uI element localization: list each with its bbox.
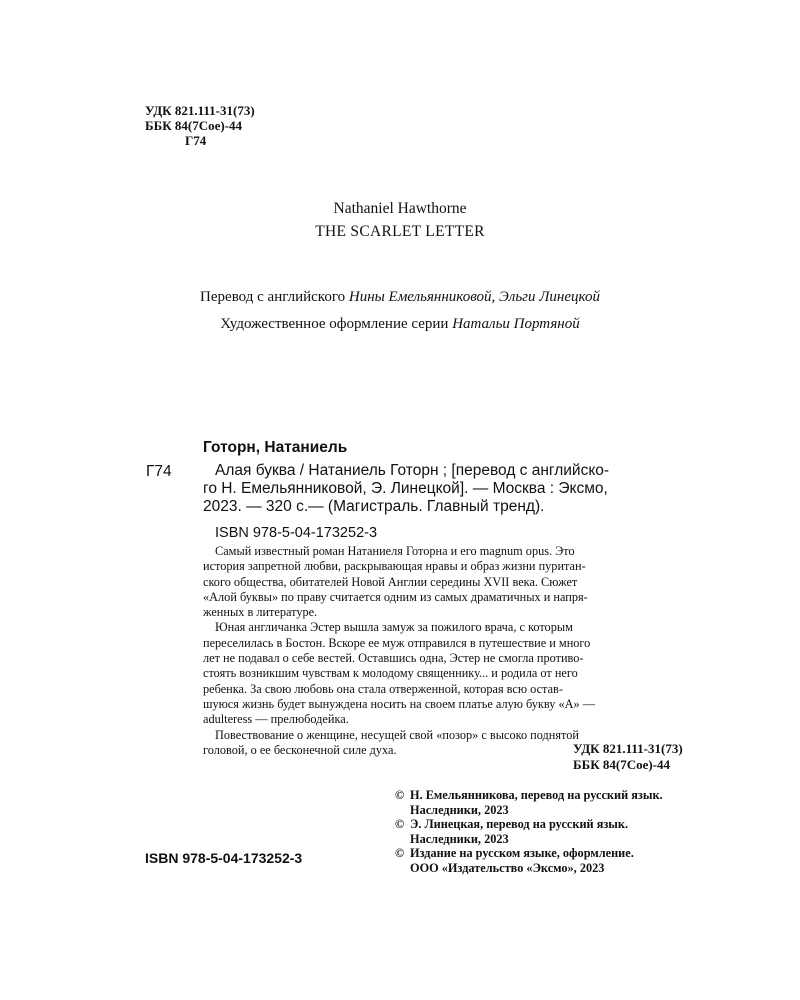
isbn-bottom: ISBN 978-5-04-173252-3 bbox=[145, 850, 303, 866]
catalog-code: Г74 bbox=[146, 463, 172, 480]
annotation-line: переселилась в Бостон. Вскоре ее муж отправился в путешествие и много bbox=[203, 635, 591, 650]
copyright-line: Э. Линецкая, перевод на русский язык. bbox=[410, 817, 629, 832]
annotation-line: ребенка. За свою любовь она стала отверженной, которая всю остав- bbox=[203, 681, 563, 696]
copyright-notice bbox=[395, 788, 663, 817]
bbk-code: ББК 84(7Сое)-44 bbox=[145, 118, 243, 133]
annotation-line: Повествование о женщине, несущей свой «позор» с высоко поднятой bbox=[215, 727, 579, 742]
copyright-line: Издание на русском языке, оформление. bbox=[410, 846, 634, 861]
classification-codes bbox=[145, 103, 255, 148]
catalog-entry bbox=[203, 462, 713, 516]
catalog-author-heading: Готорн, Натаниель bbox=[203, 439, 348, 456]
copyright-line: Наследники, 2023 bbox=[410, 802, 509, 817]
copyright-symbol: © bbox=[395, 788, 405, 802]
annotation-line: стоять возникшим чувствам к молодому священнику... и родила от него bbox=[203, 666, 578, 681]
translators: Нины Емельянниковой, Эльги Линецкой bbox=[348, 289, 600, 305]
design-prefix: Художественное оформление серии bbox=[220, 316, 453, 332]
annotation-line: ского общества, обитателей Новой Англии середины XVII века. Сюжет bbox=[203, 574, 578, 589]
annotation-line: Самый известный роман Натаниеля Готорна и его magnum opus. Это bbox=[215, 544, 575, 558]
annotation-line: шуюся жизнь будет вынуждена носить на своем платье алую букву «А» — bbox=[203, 696, 596, 711]
copyright-line: Наследники, 2023 bbox=[410, 831, 509, 846]
designer: Натальи Портяной bbox=[452, 316, 580, 332]
classification-codes-repeat bbox=[573, 741, 683, 773]
annotation bbox=[203, 544, 715, 758]
copyright-notice bbox=[395, 846, 663, 875]
annotation-line: женных в литературе. bbox=[203, 605, 318, 620]
bbk-code-repeat: ББК 84(7Сое)-44 bbox=[573, 757, 671, 772]
annotation-line: лет не подавал о себе вестей. Оставшись одна, Эстер не смогла противо- bbox=[203, 651, 584, 666]
original-title: THE SCARLET LETTER bbox=[315, 223, 485, 240]
catalog-entry-line: го Н. Емельянниковой, Э. Линецкой]. — Москва : Эксмо, bbox=[203, 480, 608, 497]
copyright-line: Н. Емельянникова, перевод на русский язык. bbox=[410, 788, 663, 802]
translation-prefix: Перевод с английского bbox=[200, 289, 349, 305]
translation-credit bbox=[0, 289, 800, 306]
copyright-notices bbox=[395, 788, 663, 876]
annotation-line: Юная англичанка Эстер вышла замуж за пожилого врача, с которым bbox=[215, 620, 573, 635]
annotation-line: история запретной любви, раскрывающая нравы и образ жизни пуритан- bbox=[203, 559, 586, 574]
annotation-line: «Алой буквы» по праву считается одним из самых драматичных и напря- bbox=[203, 589, 588, 604]
design-credit bbox=[0, 316, 800, 333]
annotation-line: головой, о ее бесконечной силе духа. bbox=[203, 742, 397, 757]
original-author: Nathaniel Hawthorne bbox=[333, 200, 467, 217]
copyright-symbol: © bbox=[395, 846, 405, 861]
annotation-line: adulteress — прелюбодейка. bbox=[203, 712, 349, 727]
catalog-isbn: ISBN 978-5-04-173252-3 bbox=[215, 525, 378, 541]
catalog-entry-line: Алая буква / Натаниель Готорн ; [перевод с английско- bbox=[215, 462, 610, 479]
copyright-line: ООО «Издательство «Эксмо», 2023 bbox=[410, 860, 605, 875]
copyright-symbol: © bbox=[395, 817, 405, 832]
author-sign-code: Г74 bbox=[185, 133, 207, 148]
udk-code: УДК 821.111-31(73) bbox=[145, 103, 255, 118]
udk-code-repeat: УДК 821.111-31(73) bbox=[573, 741, 683, 756]
copyright-notice bbox=[395, 817, 663, 846]
catalog-entry-line: 2023. — 320 с.— (Магистраль. Главный тренд). bbox=[203, 498, 545, 515]
